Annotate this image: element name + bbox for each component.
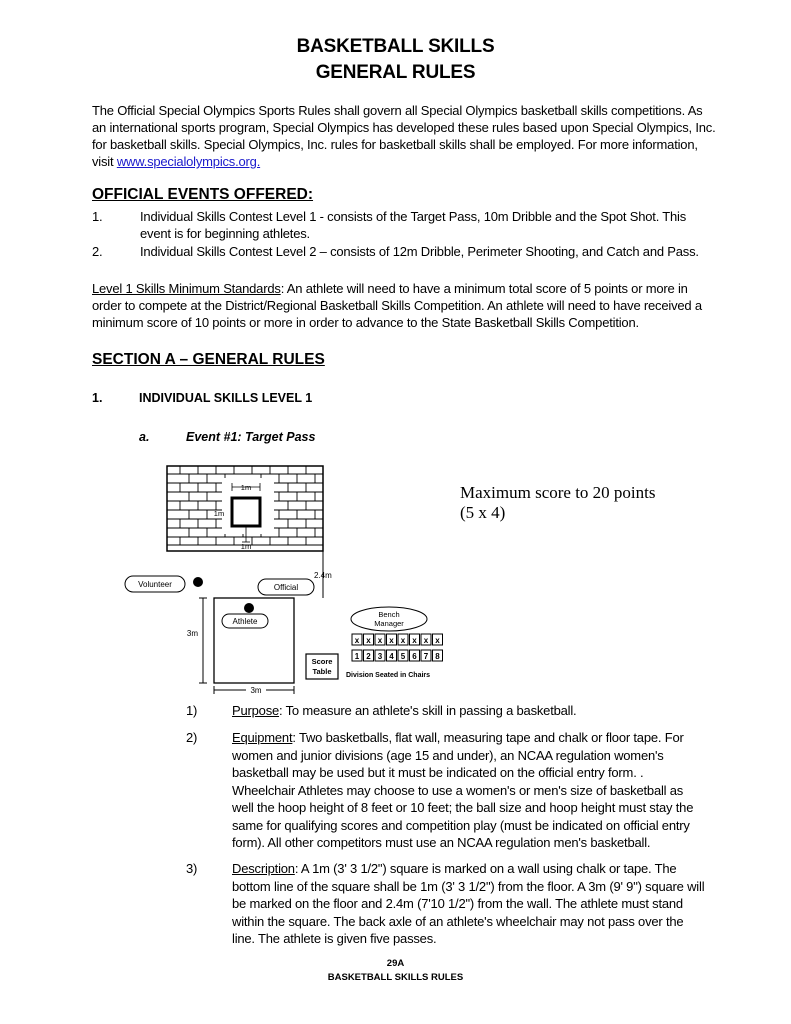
chairs-number-row bbox=[352, 650, 443, 661]
max-score-line: Maximum score to 20 points bbox=[460, 483, 656, 502]
max-score-note bbox=[460, 483, 655, 523]
rule-item-number: 1) bbox=[186, 703, 198, 718]
official-label: Official bbox=[273, 583, 299, 592]
section-a-heading: SECTION A – GENERAL RULES bbox=[92, 351, 325, 368]
event-item-text: Individual Skills Contest Level 1 - consists of the Target Pass, 10m Dribble and the Spot Shot. This event is for beginning athletes. bbox=[140, 209, 687, 241]
standards-text: : An athlete will need to have a minimum total score of 5 points or more in order to compete at the District/Regional Basketball Skills Competition. An athlete will need to have received a minimum score of 10 points or more in order to advance to the State Basketball Skills Competition. bbox=[92, 281, 702, 330]
score-table-label: Table bbox=[312, 667, 332, 676]
ball-icon bbox=[244, 603, 254, 613]
dim-label-2-4m: 2.4m bbox=[314, 571, 332, 580]
website-link[interactable]: www.specialolympics.org. bbox=[116, 154, 261, 169]
chair-number: 2 bbox=[366, 652, 371, 661]
chair-number: 6 bbox=[412, 652, 417, 661]
dim-label-3m-side: 3m bbox=[186, 629, 198, 638]
rule-item-label: Equipment bbox=[232, 730, 293, 745]
dim-label-3m-bottom: 3m bbox=[250, 686, 262, 695]
bench-manager-label: Manager bbox=[374, 619, 404, 628]
chair-x-mark: x bbox=[366, 636, 371, 645]
chair-x-mark: x bbox=[389, 636, 394, 645]
volunteer-label: Volunteer bbox=[138, 580, 172, 589]
max-score-line: (5 x 4) bbox=[460, 503, 506, 522]
rule-item-label: Description bbox=[232, 861, 295, 876]
floor-square bbox=[214, 598, 294, 683]
chair-x-mark: x bbox=[354, 636, 360, 645]
chair-x-mark: x bbox=[377, 636, 383, 645]
chair-number: 1 bbox=[354, 652, 360, 661]
event-letter: a. bbox=[139, 430, 150, 444]
footer-title: BASKETBALL SKILLS RULES bbox=[327, 972, 464, 983]
chair-number: 7 bbox=[423, 652, 429, 661]
chairs-x-row bbox=[352, 634, 443, 645]
events-heading: OFFICIAL EVENTS OFFERED: bbox=[92, 186, 314, 203]
brick-wall bbox=[167, 466, 323, 551]
bench-manager-label: Bench bbox=[378, 610, 400, 619]
ball-icon bbox=[193, 577, 203, 587]
event-title: Event #1: Target Pass bbox=[186, 430, 316, 444]
chair-x-mark: x bbox=[423, 636, 429, 645]
page-title: BASKETBALL SKILLS bbox=[296, 36, 495, 57]
standards-paragraph bbox=[92, 280, 720, 331]
athlete-label: Athlete bbox=[232, 617, 258, 626]
rule-item-number: 2) bbox=[186, 730, 198, 745]
standards-label: Level 1 Skills Minimum Standards bbox=[92, 281, 281, 296]
target-square bbox=[232, 498, 260, 526]
rule-item-number: 3) bbox=[186, 861, 198, 876]
page-subtitle: GENERAL RULES bbox=[315, 62, 476, 83]
division-seated-label: Division Seated in Chairs bbox=[346, 672, 431, 679]
chair-number: 3 bbox=[377, 652, 383, 661]
chair-number: 5 bbox=[400, 652, 406, 661]
rule-item-text: : Two basketballs, flat wall, measuring tape and chalk or floor tape. For women and junior divisions (age 15 and under), an NCAA regulation women's basketball may be used but it must be indicated on the official entry form. . Wheelchair Athletes may choose to use a women's or men's size of basketball as well the hoop height of 8 feet or 10 feet; the ball size and hoop height must stay the same for qualifying scores and competition play (must be indicated on official entry form). All other competitors must use an NCAA regulation men's basketball. bbox=[232, 730, 694, 850]
footer-page-number: 29A bbox=[386, 958, 405, 969]
event-item-text: Individual Skills Contest Level 2 – consists of 12m Dribble, Perimeter Shooting, and Catch and Pass. bbox=[140, 244, 699, 259]
dim-label-1m-bottom: 1m bbox=[240, 542, 252, 551]
chair-number: 4 bbox=[389, 652, 394, 661]
event-item-number: 1. bbox=[92, 209, 103, 224]
rule-item-text: : To measure an athlete's skill in passing a basketball. bbox=[279, 703, 577, 718]
chair-x-mark: x bbox=[412, 636, 417, 645]
rule-item-text: : A 1m (3' 3 1/2") square is marked on a wall using chalk or tape. The bottom line of the square shall be 1m (3' 3 1/2") from the floor. A 3m (9' 9") square will be marked on the floor and 2.4m (7'10 1/2") from the wall. The athlete must stand within the square. The back axle of an athlete's wheelchair may not pass over the line. The athlete is given five passes. bbox=[232, 861, 705, 946]
chair-x-mark: x bbox=[435, 636, 440, 645]
chair-number: 8 bbox=[435, 652, 440, 661]
score-table-label: Score bbox=[311, 657, 333, 666]
target-pass-diagram bbox=[110, 458, 460, 698]
dim-label-1m-top: 1m bbox=[240, 483, 252, 492]
dim-label-1m-left: 1m bbox=[213, 509, 225, 518]
rule-item-label: Purpose bbox=[232, 703, 280, 718]
intro-text: The Official Special Olympics Sports Rules shall govern all Special Olympics basketball skills competitions. As an international sports program, Special Olympics has developed these rules based upon Special Olympics, Inc. for basketball skills. Special Olympics, Inc. rules for basketball skills shall be employed. For more information, visit bbox=[92, 103, 716, 169]
event-item-number: 2. bbox=[92, 244, 103, 259]
subsection-title: INDIVIDUAL SKILLS LEVEL 1 bbox=[139, 391, 313, 405]
subsection-number: 1. bbox=[92, 391, 103, 405]
chair-x-mark: x bbox=[400, 636, 406, 645]
intro-paragraph bbox=[92, 102, 717, 170]
